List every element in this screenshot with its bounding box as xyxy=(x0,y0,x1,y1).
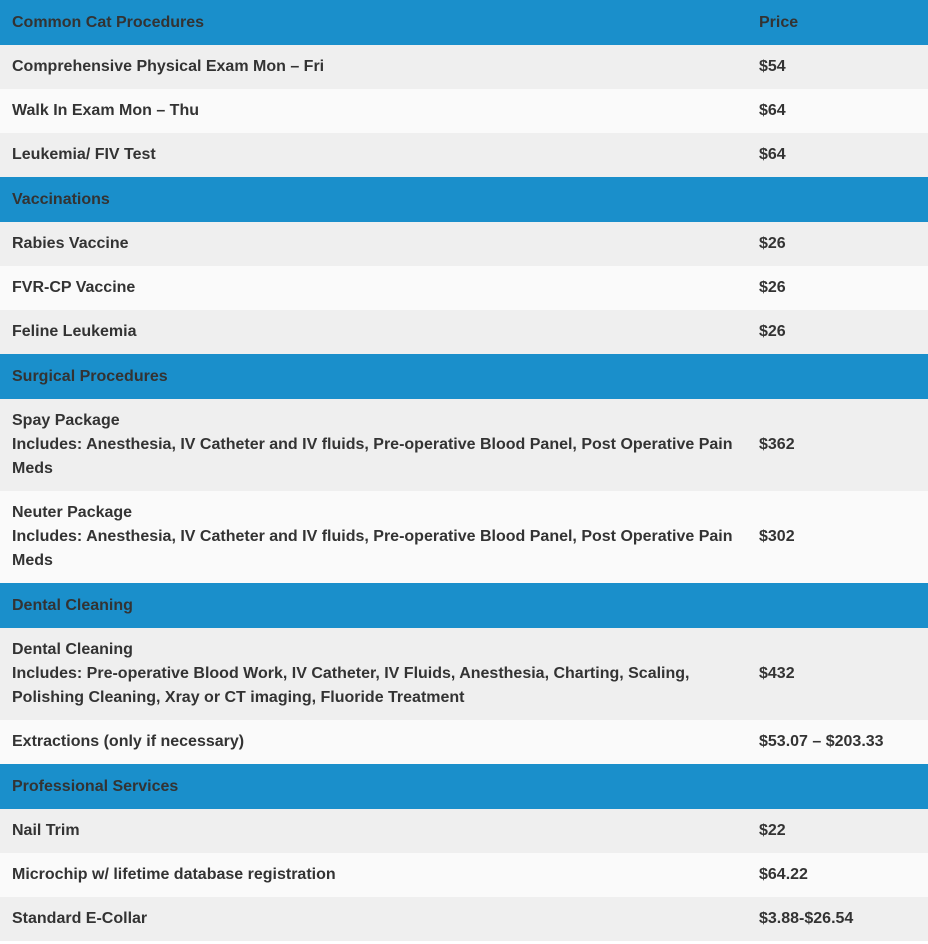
service-price: $362 xyxy=(747,399,928,491)
section-title: Common Cat Procedures xyxy=(0,0,747,45)
service-details: Includes: Anesthesia, IV Catheter and IV fluids, Pre-operative Blood Panel, Post Operative Pain Meds xyxy=(12,528,733,569)
section-header-surgical-procedures xyxy=(0,354,928,399)
service-price: $64 xyxy=(747,133,928,177)
price-column-header xyxy=(747,764,928,809)
section-title: Vaccinations xyxy=(0,177,747,222)
table-row xyxy=(0,897,928,941)
section-header-dental-cleaning xyxy=(0,583,928,628)
service-name: Comprehensive Physical Exam Mon – Fri xyxy=(12,58,325,75)
service-name: Feline Leukemia xyxy=(12,323,137,340)
service-price: $26 xyxy=(747,310,928,354)
service-cell xyxy=(0,853,747,897)
service-price: $3.88-$26.54 xyxy=(747,897,928,941)
table-row xyxy=(0,133,928,177)
service-cell xyxy=(0,222,747,266)
service-price: $53.07 – $203.33 xyxy=(747,720,928,764)
service-cell xyxy=(0,628,747,720)
service-name: Standard E-Collar xyxy=(12,910,148,927)
service-cell xyxy=(0,310,747,354)
service-price: $54 xyxy=(747,45,928,89)
table-row xyxy=(0,720,928,764)
service-name: Microchip w/ lifetime database registration xyxy=(12,866,336,883)
service-name: Extractions (only if necessary) xyxy=(12,733,245,750)
table-row xyxy=(0,399,928,491)
service-details: Includes: Anesthesia, IV Catheter and IV fluids, Pre-operative Blood Panel, Post Operative Pain Meds xyxy=(12,436,733,477)
price-column-header xyxy=(747,583,928,628)
service-details: Includes: Pre-operative Blood Work, IV Catheter, IV Fluids, Anesthesia, Charting, Scaling, Polishing Cleaning, Xray or CT imaging, Fluoride Treatment xyxy=(12,665,690,706)
table-row xyxy=(0,89,928,133)
service-price: $22 xyxy=(747,809,928,853)
service-name: Leukemia/ FIV Test xyxy=(12,146,156,163)
table-row xyxy=(0,222,928,266)
table-row xyxy=(0,491,928,583)
service-name: Walk In Exam Mon – Thu xyxy=(12,102,199,119)
table-row xyxy=(0,809,928,853)
service-name: Dental Cleaning xyxy=(12,641,133,658)
service-price: $26 xyxy=(747,222,928,266)
service-cell xyxy=(0,809,747,853)
service-name: Rabies Vaccine xyxy=(12,235,129,252)
table-row xyxy=(0,310,928,354)
service-price: $302 xyxy=(747,491,928,583)
service-cell xyxy=(0,45,747,89)
service-cell xyxy=(0,399,747,491)
price-column-header: Price xyxy=(747,0,928,45)
service-cell xyxy=(0,133,747,177)
table-row xyxy=(0,266,928,310)
service-price: $432 xyxy=(747,628,928,720)
service-cell xyxy=(0,897,747,941)
service-name: Neuter Package xyxy=(12,504,133,521)
price-column-header xyxy=(747,177,928,222)
service-price: $64.22 xyxy=(747,853,928,897)
section-title: Dental Cleaning xyxy=(0,583,747,628)
table-row xyxy=(0,628,928,720)
table-row xyxy=(0,45,928,89)
service-cell xyxy=(0,720,747,764)
service-cell xyxy=(0,89,747,133)
service-name: FVR-CP Vaccine xyxy=(12,279,136,296)
table-row xyxy=(0,853,928,897)
service-price: $26 xyxy=(747,266,928,310)
section-title: Surgical Procedures xyxy=(0,354,747,399)
section-title: Professional Services xyxy=(0,764,747,809)
section-header-vaccinations xyxy=(0,177,928,222)
section-header-professional-services xyxy=(0,764,928,809)
service-name: Nail Trim xyxy=(12,822,80,839)
price-column-header xyxy=(747,354,928,399)
service-cell xyxy=(0,491,747,583)
service-price: $64 xyxy=(747,89,928,133)
section-header-common-cat-procedures xyxy=(0,0,928,45)
service-cell xyxy=(0,266,747,310)
service-name: Spay Package xyxy=(12,412,120,429)
